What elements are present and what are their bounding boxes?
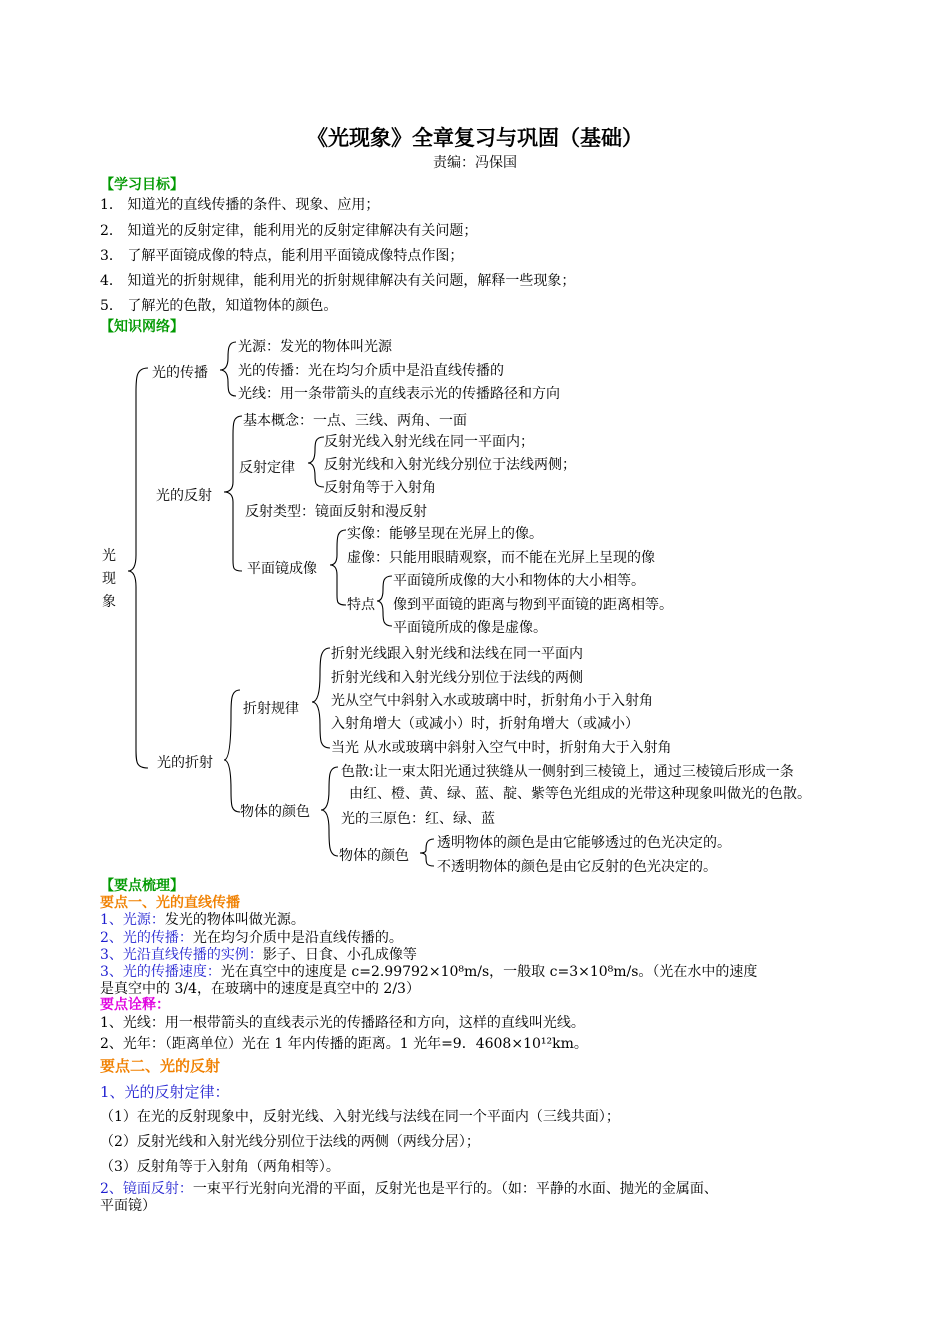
primary-colors: 光的三原色：红、绿、蓝 bbox=[341, 811, 495, 827]
mirror-reflection bbox=[100, 1178, 718, 1198]
network-heading: 【知识网络】 bbox=[100, 319, 184, 335]
mirror-label: 平面镜成像 bbox=[247, 561, 317, 577]
reflection-law-point: （2）反射光线和入射光线分别位于法线的两侧（两线分居）； bbox=[100, 1134, 480, 1150]
point1-title: 要点一、光的直线传播 bbox=[100, 895, 240, 911]
refraction-law-item: 当光 从水或玻璃中斜射入空气中时，折射角大于入射角 bbox=[331, 740, 672, 756]
object-color-item: 不透明物体的颜色是由它反射的色光决定的。 bbox=[437, 859, 717, 875]
point2-title: 要点二、光的反射 bbox=[100, 1057, 221, 1075]
objectives-heading: 【学习目标】 bbox=[100, 177, 184, 193]
speed-continuation: 是真空中的 3/4，在玻璃中的速度是真空中的 2/3） bbox=[100, 981, 420, 997]
mirror-virtual: 虚像：只能用眼睛观察，而不能在光屏上呈现的像 bbox=[347, 550, 655, 566]
propagation-item: 光的传播：光在均匀介质中是沿直线传播的 bbox=[238, 363, 504, 379]
propagation-item: 光线：用一条带箭头的直线表示光的传播路径和方向 bbox=[238, 386, 560, 402]
point1-item-label: 2、光的传播： bbox=[100, 930, 193, 946]
objective-item: 4． 知道光的折射规律，能利用光的折射规律解决有关问题，解释一些现象； bbox=[100, 273, 576, 289]
root-char: 现 bbox=[102, 571, 116, 587]
point1-item-label: 3、光沿直线传播的实例： bbox=[100, 947, 263, 963]
objective-item: 3． 了解平面镜成像的特点，能利用平面镜成像特点作图； bbox=[100, 248, 464, 264]
point1-item-text: 光在真空中的速度是 c=2.99792×10⁸m/s，一般取 c=3×10⁸m/s。（光在水中的速度 bbox=[220, 964, 758, 980]
mirror-real: 实像：能够呈现在光屏上的像。 bbox=[347, 526, 543, 542]
reflection-law-item: 反射光线入射光线在同一平面内； bbox=[324, 434, 534, 450]
refraction-law-item: 光从空气中斜射入水或玻璃中时，折射角小于入射角 bbox=[331, 693, 653, 709]
objective-item: 2． 知道光的反射定律，能利用光的反射定律解决有关问题； bbox=[100, 223, 478, 239]
reflection-law-label: 反射定律 bbox=[239, 460, 295, 476]
editor-line: 责编：冯保国 bbox=[433, 155, 517, 171]
objective-item: 5． 了解光的色散，知道物体的颜色。 bbox=[100, 298, 338, 314]
object-color-label: 物体的颜色 bbox=[339, 848, 409, 864]
dispersion-text: 色散:让一束太阳光通过狭缝从一侧射到三棱镜上，通过三棱镜后形成一条 bbox=[341, 764, 794, 780]
mirror-feature: 平面镜所成的像是虚像。 bbox=[393, 620, 547, 636]
refraction-law-item: 折射光线跟入射光线和法线在同一平面内 bbox=[331, 646, 583, 662]
mirror-reflection-label: 2、镜面反射： bbox=[100, 1181, 193, 1197]
point1-item-text: 光在均匀介质中是沿直线传播的。 bbox=[192, 930, 403, 946]
dispersion-text: 由红、橙、黄、绿、蓝、靛、紫等色光组成的光带这种现象叫做光的色散。 bbox=[349, 786, 811, 802]
root-char: 象 bbox=[102, 594, 116, 610]
point1-item-text: 发光的物体叫做光源。 bbox=[164, 912, 305, 928]
explain-item: 2、光年：（距离单位）光在 1 年内传播的距离。1 光年=9．4608×10¹²km。 bbox=[100, 1036, 588, 1052]
point1-item-label: 3、光的传播速度： bbox=[100, 964, 221, 980]
propagation-label: 光的传播 bbox=[152, 365, 208, 381]
reflection-law-point: （1）在光的反射现象中，反射光线、入射光线与法线在同一个平面内（三线共面）； bbox=[100, 1109, 620, 1125]
reflection-law-item: 反射角等于入射角 bbox=[324, 480, 436, 496]
reflection-basic: 基本概念：一点、三线、两角、一面 bbox=[243, 413, 467, 429]
reflection-law-title: 1、光的反射定律： bbox=[100, 1083, 230, 1101]
point1-item-label: 1、光源： bbox=[100, 912, 165, 928]
mirror-feature: 平面镜所成像的大小和物体的大小相等。 bbox=[393, 573, 645, 589]
reflection-law-item: 反射光线和入射光线分别位于法线两侧； bbox=[324, 457, 576, 473]
color-label: 物体的颜色 bbox=[240, 804, 310, 820]
page-title: 《光现象》全章复习与巩固（基础） bbox=[307, 125, 643, 150]
objective-item: 1． 知道光的直线传播的条件、现象、应用； bbox=[100, 197, 380, 213]
point1-item-text: 影子、日食、小孔成像等 bbox=[262, 947, 417, 963]
mirror-feature: 像到平面镜的距离与物到平面镜的距离相等。 bbox=[393, 597, 673, 613]
mirror-continuation: 平面镜） bbox=[100, 1198, 156, 1214]
point1-item bbox=[100, 909, 305, 929]
explain-title: 要点诠释： bbox=[100, 997, 170, 1013]
reflection-label: 光的反射 bbox=[156, 488, 212, 504]
refraction-law-item: 入射角增大（或减小）时，折射角增大（或减小） bbox=[331, 716, 639, 732]
keypoints-heading: 【要点梳理】 bbox=[100, 878, 184, 894]
refraction-label: 光的折射 bbox=[157, 755, 213, 771]
refraction-law-item: 折射光线和入射光线分别位于法线的两侧 bbox=[331, 670, 583, 686]
object-color-item: 透明物体的颜色是由它能够透过的色光决定的。 bbox=[437, 835, 731, 851]
propagation-item: 光源：发光的物体叫光源 bbox=[238, 339, 392, 355]
reflection-law-point: （3）反射角等于入射角（两角相等）。 bbox=[100, 1159, 340, 1175]
root-char: 光 bbox=[102, 548, 116, 564]
reflection-types: 反射类型：镜面反射和漫反射 bbox=[245, 504, 427, 520]
explain-item: 1、光线：用一根带箭头的直线表示光的传播路径和方向，这样的直线叫光线。 bbox=[100, 1015, 585, 1031]
mirror-reflection-text: 一束平行光射向光滑的平面，反射光也是平行的。（如：平静的水面、抛光的金属面、 bbox=[192, 1181, 718, 1197]
refraction-law-label: 折射规律 bbox=[243, 701, 299, 717]
mirror-feature-label: 特点 bbox=[347, 597, 375, 613]
